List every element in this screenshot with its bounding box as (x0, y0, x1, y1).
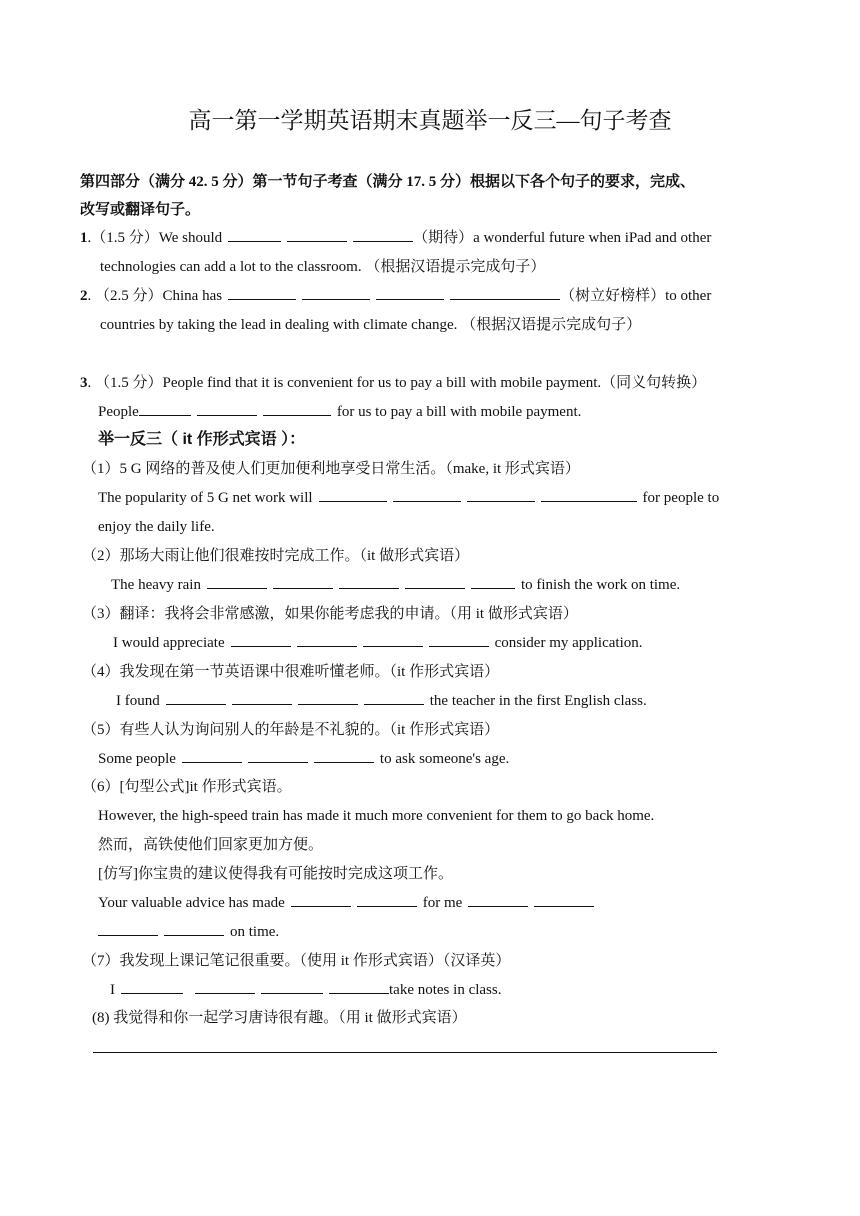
answer-blank[interactable] (405, 575, 465, 589)
exercise-6-answer-line (98, 893, 594, 913)
question-prompt: .（1.5 分）We should (87, 230, 223, 246)
answer-blank[interactable] (298, 691, 358, 705)
answer-lead: I (110, 982, 115, 998)
answer-lead: Some people (98, 751, 176, 767)
answer-tail: to finish the work on time. (520, 577, 681, 593)
exercise-4-prompt: （4）我发现在第一节英语课中很难听懂老师。（it 作形式宾语） (82, 664, 500, 680)
exercise-1-prompt: （1）5 G 网络的普及使人们更加便利地享受日常生活。（make, it 形式宾语） (82, 461, 580, 477)
answer-tail: the teacher in the first English class. (429, 693, 647, 709)
exercise-1-answer-line (98, 488, 719, 508)
section-heading: 举一反三（ it 作形式宾语 ）： (98, 431, 306, 448)
answer-blank[interactable] (197, 402, 257, 416)
answer-blank[interactable] (228, 228, 281, 242)
answer-blank[interactable] (139, 402, 191, 416)
answer-blank[interactable] (353, 228, 413, 242)
answer-blank[interactable] (231, 633, 291, 647)
answer-line[interactable] (93, 1052, 717, 1053)
answer-blank[interactable] (468, 893, 528, 907)
answer-blank[interactable] (302, 286, 370, 300)
question-prompt: . （1.5 分）People find that it is convenient for us to pay a bill with mobile payment.（同义句转换） (87, 375, 707, 391)
page-title: 高一第一学期英语期末真题举一反三—句子考查 (188, 108, 672, 133)
answer-blank[interactable] (329, 980, 389, 994)
answer-blank[interactable] (121, 980, 183, 994)
exercise-6-prompt: （6）[句型公式]it 作形式宾语。 (82, 779, 292, 795)
answer-blank[interactable] (450, 286, 560, 300)
answer-blank[interactable] (393, 488, 461, 502)
answer-blank[interactable] (467, 488, 535, 502)
question-number: 1 (80, 230, 88, 246)
exercise-6-imitation: [仿写]你宝贵的建议使得我有可能按时完成这项工作。 (98, 866, 453, 882)
answer-blank[interactable] (339, 575, 399, 589)
exercise-6-answer-line2 (98, 922, 279, 942)
answer-blank[interactable] (232, 691, 292, 705)
question-2 (80, 286, 711, 306)
exercise-8-prompt: (8) 我觉得和你一起学习唐诗很有趣。（用 it 做形式宾语） (92, 1010, 467, 1026)
exercise-2-prompt: （2）那场大雨让他们很难按时完成工作。（it 做形式宾语） (82, 548, 470, 564)
answer-blank[interactable] (182, 749, 242, 763)
question-prompt-tail: （树立好榜样）to other (560, 288, 712, 304)
question-3 (80, 373, 706, 393)
answer-blank[interactable] (164, 922, 224, 936)
answer-lead: Your valuable advice has made (98, 895, 285, 911)
answer-middle: for me (422, 895, 463, 911)
answer-tail: to ask someone's age. (379, 751, 510, 767)
question-number: 3 (80, 375, 88, 391)
answer-tail: on time. (230, 924, 280, 940)
answer-blank[interactable] (429, 633, 489, 647)
answer-blank[interactable] (314, 749, 374, 763)
answer-blank[interactable] (273, 575, 333, 589)
exercise-5-answer-line (98, 749, 509, 769)
answer-tail: for us to pay a bill with mobile payment. (336, 404, 582, 420)
answer-blank[interactable] (291, 893, 351, 907)
exercise-2-answer-line (111, 575, 680, 595)
answer-blank[interactable] (297, 633, 357, 647)
answer-blank[interactable] (364, 691, 424, 705)
exercise-3-prompt: （3）翻译：我将会非常感激，如果你能考虑我的申请。（用 it 做形式宾语） (82, 606, 578, 622)
answer-blank[interactable] (357, 893, 417, 907)
exercise-7-prompt: （7）我发现上课记笔记很重要。（使用 it 作形式宾语）（汉译英） (82, 953, 511, 969)
answer-lead: The heavy rain (111, 577, 201, 593)
answer-tail: consider my application. (494, 635, 643, 651)
exercise-4-answer-line (116, 691, 647, 711)
answer-blank[interactable] (248, 749, 308, 763)
answer-blank[interactable] (261, 980, 323, 994)
exercise-6-example-en: However, the high-speed train has made it much more convenient for them to go back home. (98, 808, 655, 824)
answer-tail: for people to (642, 490, 720, 506)
answer-blank[interactable] (319, 488, 387, 502)
answer-blank[interactable] (287, 228, 347, 242)
question-prompt-tail: （期待）a wonderful future when iPad and other (413, 230, 712, 246)
answer-blank[interactable] (98, 922, 158, 936)
answer-blank[interactable] (228, 286, 296, 300)
answer-blank[interactable] (363, 633, 423, 647)
answer-blank[interactable] (166, 691, 226, 705)
section-intro-line2: 改写或翻译句子。 (80, 202, 201, 218)
question-number: 2 (80, 288, 88, 304)
exercise-6-example-cn: 然而，高铁使他们回家更加方便。 (98, 837, 324, 853)
answer-blank[interactable] (534, 893, 594, 907)
answer-blank[interactable] (471, 575, 515, 589)
section-intro-line1: 第四部分（满分 42. 5 分）第一节句子考查（满分 17. 5 分）根据以下各个句子的要求，完成、 (80, 174, 696, 190)
question-3-answer-line (98, 402, 581, 422)
exercise-3-answer-line (113, 633, 643, 653)
exercise-5-prompt: （5）有些人认为询问别人的年龄是不礼貌的。（it 作形式宾语） (82, 722, 500, 738)
answer-blank[interactable] (195, 980, 255, 994)
answer-lead: People (98, 404, 139, 420)
answer-tail: take notes in class. (389, 982, 502, 998)
answer-blank[interactable] (376, 286, 444, 300)
answer-blank[interactable] (263, 402, 331, 416)
answer-lead: I found (116, 693, 160, 709)
answer-lead: I would appreciate (113, 635, 225, 651)
exercise-7-answer-line (110, 980, 501, 1000)
answer-blank[interactable] (541, 488, 637, 502)
answer-lead: The popularity of 5 G net work will (98, 490, 313, 506)
question-1 (80, 228, 711, 248)
answer-blank[interactable] (207, 575, 267, 589)
question-prompt: . （2.5 分）China has (87, 288, 223, 304)
question-1-line2: technologies can add a lot to the classroom. （根据汉语提示完成句子） (100, 259, 546, 275)
exercise-1-line3: enjoy the daily life. (98, 519, 215, 535)
question-2-line2: countries by taking the lead in dealing with climate change. （根据汉语提示完成句子） (100, 317, 642, 333)
